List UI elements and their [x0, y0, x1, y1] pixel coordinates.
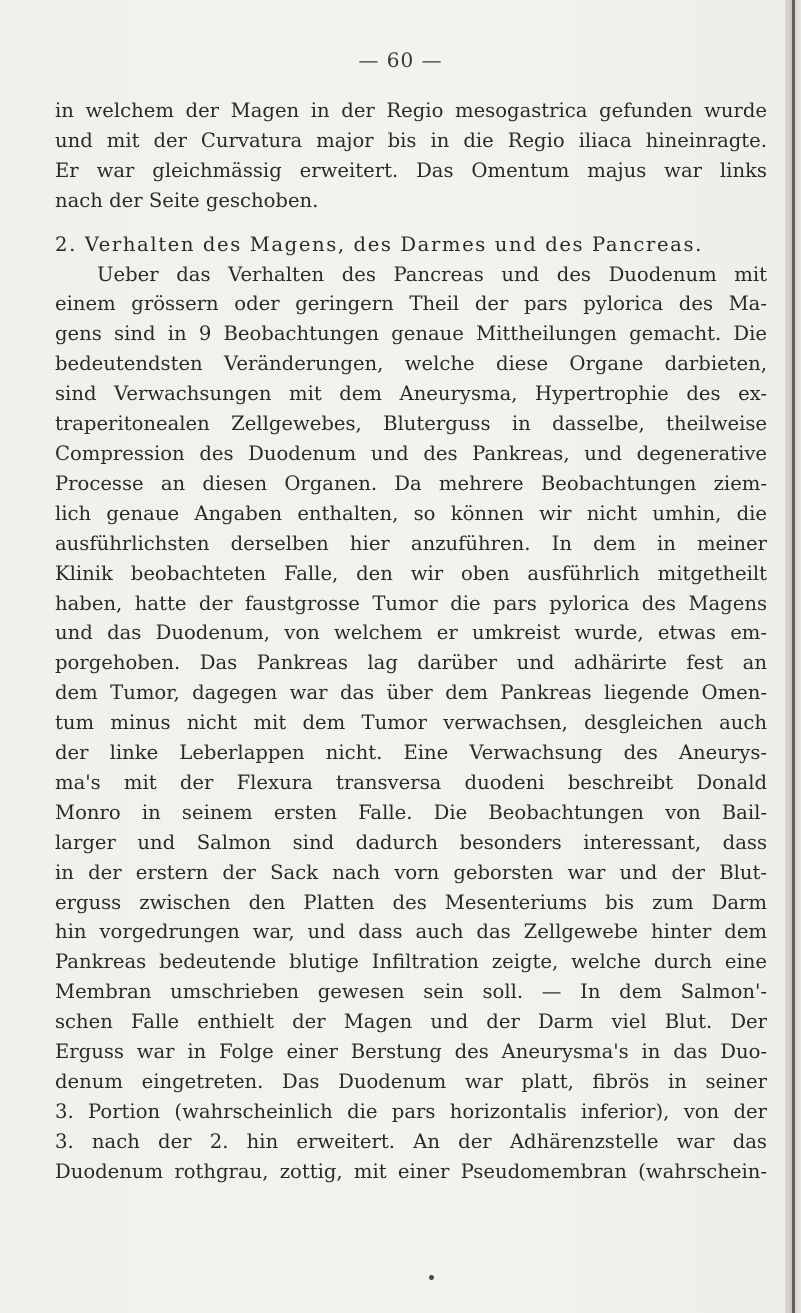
paragraph-2 — [55, 260, 767, 1187]
text-line: schen Falle enthielt der Magen und der Darm viel Blut. Der — [55, 1010, 767, 1034]
page-number: — 60 — — [358, 48, 443, 72]
text-line: in der erstern der Sack nach vorn geborsten war und der Blut- — [55, 860, 767, 884]
text-line: Processe an diesen Organen. Da mehrere Beobachtungen ziem- — [55, 471, 767, 495]
text-line: larger und Salmon sind dadurch besonders interessant, dass — [55, 830, 767, 854]
text-line: hin vorgedrungen war, und dass auch das Zellgewebe hinter dem — [55, 920, 767, 944]
text-line: Membran umschrieben gewesen sein soll. — In dem Salmon'- — [55, 980, 767, 1004]
text-line: und das Duodenum, von welchem er umkreist wurde, etwas em- — [55, 621, 767, 645]
text-line: Er war gleichmässig erweitert. Das Omentum majus war links — [55, 158, 767, 182]
text-line: Duodenum rothgrau, zottig, mit einer Pseudomembran (wahrschein- — [55, 1159, 767, 1183]
text-line: sind Verwachsungen mit dem Aneurysma, Hypertrophie des ex- — [55, 382, 767, 406]
text-line: einem grössern oder geringern Theil der pars pylorica des Ma- — [55, 292, 767, 316]
text-line: der linke Leberlappen nicht. Eine Verwachsung des Aneurys- — [55, 741, 767, 765]
text-line: 3. nach der 2. hin erweitert. An der Adhärenzstelle war das — [55, 1129, 767, 1153]
text-line: Pankreas bedeutende blutige Infiltration zeigte, welche durch eine — [55, 950, 767, 974]
text-line: haben, hatte der faustgrosse Tumor die pars pylorica des Magens — [55, 591, 767, 615]
text-line: 3. Portion (wahrscheinlich die pars horizontalis inferior), von der — [55, 1099, 767, 1123]
text-line: traperitonealen Zellgewebes, Bluterguss in dasselbe, theilweise — [55, 412, 767, 436]
text-line: und mit der Curvatura major bis in die Regio iliaca hineinragte. — [55, 128, 767, 152]
section-heading-line: 2. Verhalten des Magens, des Darmes und des Pancreas. — [55, 232, 703, 256]
section-heading — [55, 230, 767, 260]
text-line: lich genaue Angaben enthalten, so können wir nicht umhin, die — [55, 501, 767, 525]
text-line: Compression des Duodenum und des Pankreas, und degenerative — [55, 441, 767, 465]
text-line: gens sind in 9 Beobachtungen genaue Mittheilungen gemacht. Die — [55, 322, 767, 346]
text-line: ma's mit der Flexura transversa duodeni beschreibt Donald — [55, 770, 767, 794]
text-line: Erguss war in Folge einer Berstung des Aneurysma's in das Duo- — [55, 1040, 767, 1064]
binding-edge-line — [792, 0, 795, 1313]
text-line: Ueber das Verhalten des Pancreas und des Duodenum mit — [97, 262, 767, 286]
text-line: denum eingetreten. Das Duodenum war platt, fibrös in seiner — [55, 1070, 767, 1093]
ink-speck — [429, 1275, 434, 1280]
text-line: porgehoben. Das Pankreas lag darüber und adhärirte fest an — [55, 651, 767, 675]
text-line: dem Tumor, dagegen war das über dem Pankreas liegende Omen- — [55, 681, 767, 705]
text-line: Monro in seinem ersten Falle. Die Beobachtungen von Bail- — [55, 800, 767, 824]
text-line: ausführlichsten derselben hier anzuführen. In dem in meiner — [55, 531, 767, 555]
body-text — [55, 96, 767, 1187]
paragraph-1 — [55, 96, 767, 216]
text-line: erguss zwischen den Platten des Mesenteriums bis zum Darm — [55, 890, 767, 914]
text-line: in welchem der Magen in der Regio mesogastrica gefunden wurde — [55, 99, 767, 122]
text-line: tum minus nicht mit dem Tumor verwachsen, desgleichen auch — [55, 711, 767, 735]
text-line: Klinik beobachteten Falle, den wir oben ausführlich mitgetheilt — [55, 561, 767, 585]
text-line: bedeutendsten Veränderungen, welche diese Organe darbieten, — [55, 352, 767, 376]
text-line: nach der Seite geschoben. — [55, 188, 319, 212]
